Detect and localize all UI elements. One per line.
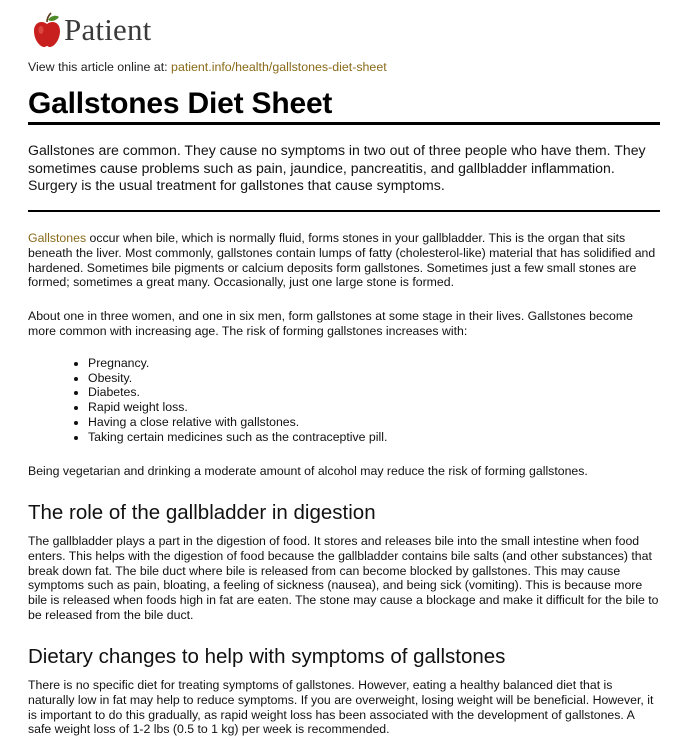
gallstones-link[interactable]: Gallstones [28, 231, 87, 245]
paragraph-dietary-changes: There is no specific diet for treating symptoms of gallstones. However, eating a healthy balanced diet that is naturally low in fat may help to reduce symptoms. If you are overweight, losing weight will be beneficial. However, it is important to do this gradually, as rapid weight loss has been associated with the development of gallstones. A safe weight loss of 1-2 lbs (0.5 to 1 kg) per week is recommended. [28, 678, 654, 737]
paragraph-reduce-risk: Being vegetarian and drinking a moderate amount of alcohol may reduce the risk of forming gallstones. [28, 464, 588, 478]
article-url-link[interactable]: patient.info/health/gallstones-diet-sheet [171, 60, 387, 74]
section-heading-dietary-changes: Dietary changes to help with symptoms of gallstones [28, 645, 506, 668]
list-item: • Obesity. [88, 371, 387, 386]
section-heading-gallbladder-role: The role of the gallbladder in digestion [28, 501, 376, 524]
patient-logo[interactable] [32, 10, 152, 50]
paragraph-gallstones [28, 231, 660, 290]
apple-logo-icon [32, 12, 62, 48]
list-item: • Rapid weight loss. [88, 400, 387, 415]
online-link-line [28, 60, 387, 74]
list-item: • Pregnancy. [88, 356, 387, 371]
online-prefix: View this article online at: [28, 60, 168, 74]
list-item: • Taking certain medicines such as the contraceptive pill. [88, 430, 387, 445]
list-item: • Diabetes. [88, 385, 387, 400]
intro-divider [28, 210, 660, 212]
list-item: • Having a close relative with gallstones. [88, 415, 387, 430]
risk-factor-list [28, 356, 387, 444]
brand-name: Patient [64, 12, 152, 47]
paragraph-prevalence: About one in three women, and one in six men, form gallstones at some stage in their lives. Gallstones become more common with increasing age. The risk of forming gallstones increases with: [28, 309, 633, 338]
paragraph-gallbladder-role: The gallbladder plays a part in the digestion of food. It stores and releases bile into the small intestine when food enters. This helps with the digestion of food because the gallbladder contains bile salts (and other substances) that break down fat. The bile duct where bile is released from can become blocked by gallstones. This may cause symptoms such as pain, bloating, a feeling of sickness (nausea), and being sick (vomiting). This is because more bile is released when foods high in fat are eaten. The stone may cause a blockage and make it difficult for the bile to be released from the bile duct. [28, 534, 659, 622]
intro-paragraph: Gallstones are common. They cause no symptoms in two out of three people who have them. They sometimes cause problems such as pain, jaundice, pancreatitis, and gallbladder inflammation. Surgery is the usual treatment for gallstones that cause symptoms. [28, 142, 646, 193]
paragraph-gallstones-text: occur when bile, which is normally fluid, forms stones in your gallbladder. This is the organ that sits beneath the liver. Most commonly, gallstones contain lumps of fatty (cholesterol-like) material that has solidified and hardened. Sometimes bile pigments or calcium deposits form gallstones. Sometimes just a few small stones are formed; sometimes a great many. Occasionally, just one large stone is formed. [28, 231, 656, 290]
title-divider [28, 122, 660, 125]
page-title: Gallstones Diet Sheet [28, 87, 333, 120]
